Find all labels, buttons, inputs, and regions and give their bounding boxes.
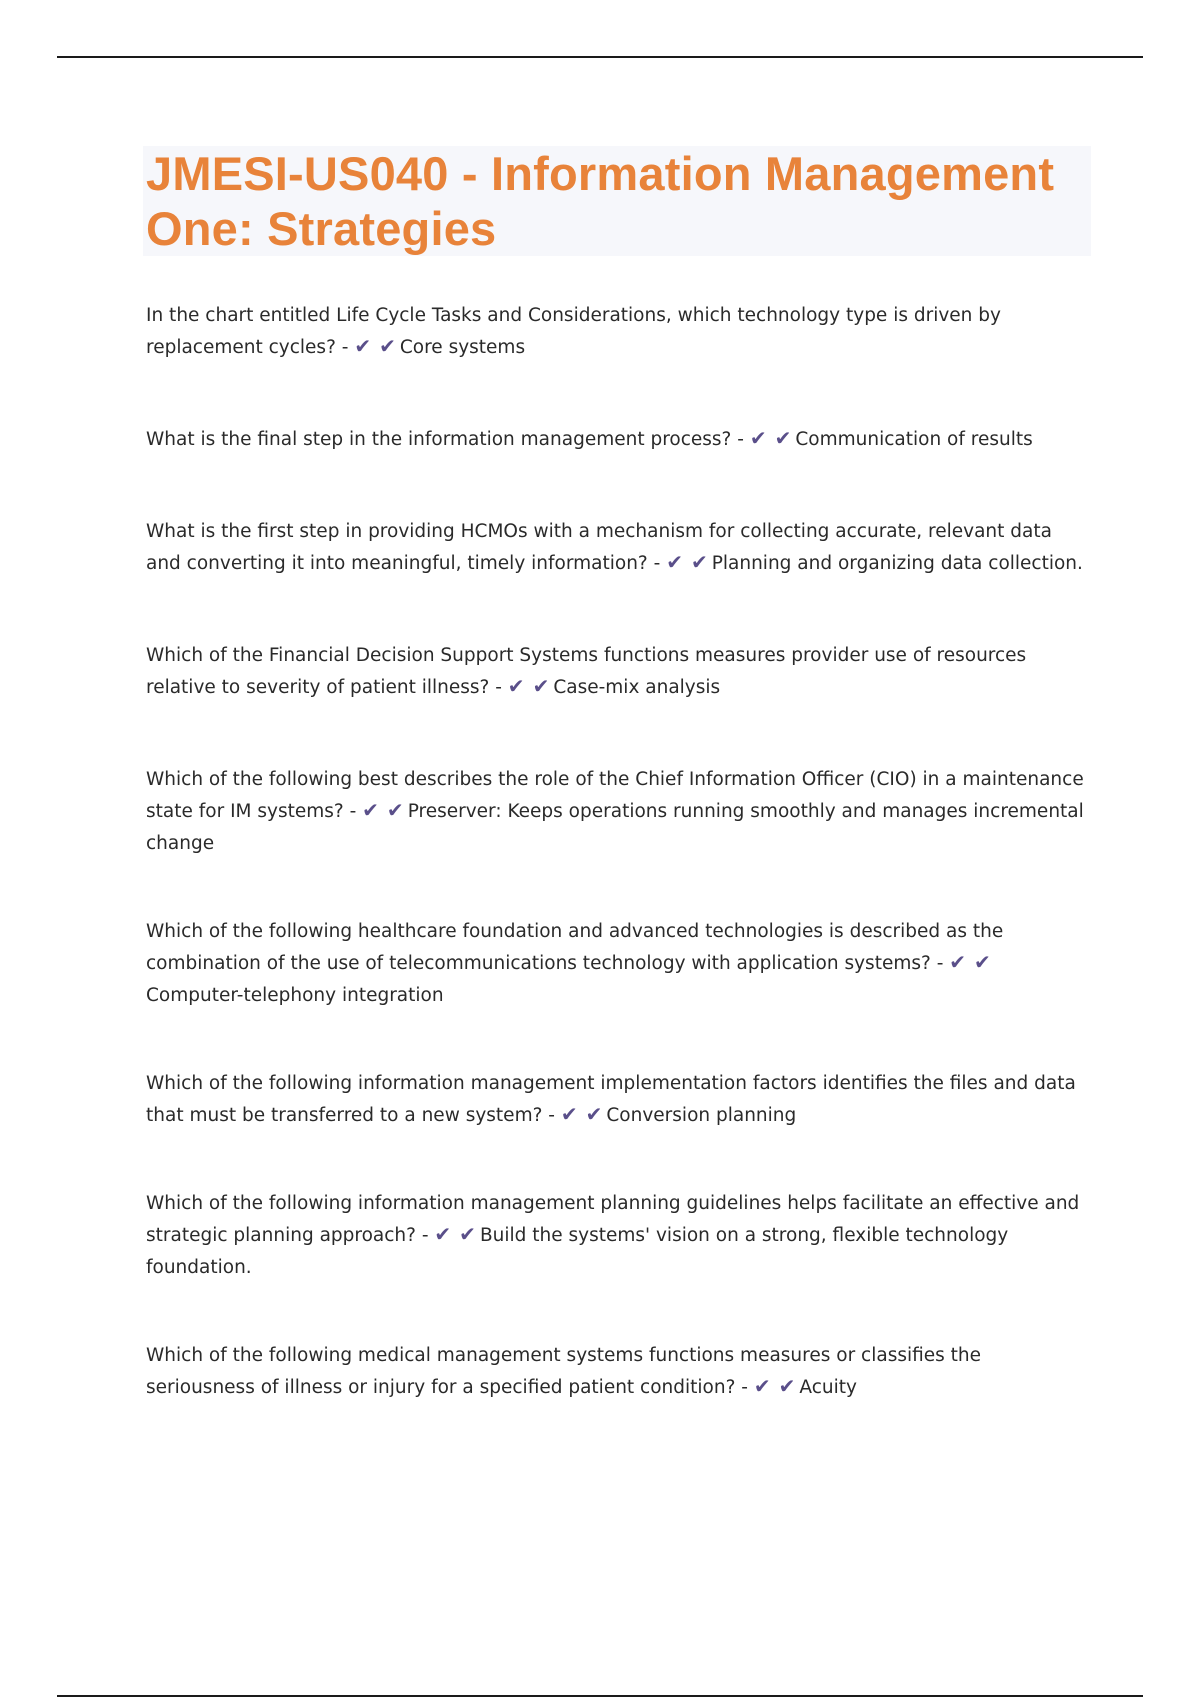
check-icon: ✔ [379, 334, 396, 358]
check-icon: ✔ [354, 334, 372, 358]
qa-list [146, 300, 1091, 1404]
check-icon: ✔ [532, 674, 550, 698]
check-icon: ✔ [749, 426, 767, 450]
document-title: JMESI-US040 - Information Management One: Strategies [146, 147, 1055, 255]
question-text: What is the final step in the information management process? - [146, 429, 744, 450]
answer-text: Conversion planning [606, 1105, 797, 1126]
qa-item [146, 1188, 1091, 1284]
question-text: In the chart entitled Life Cycle Tasks and Considerations, which technology type is driven by replacement cycles? - [146, 305, 1001, 358]
qa-item [146, 516, 1091, 580]
question-text: Which of the Financial Decision Support Systems functions measures provider use of resources relative to severity of patient illness? - [146, 645, 1027, 698]
answer-text: Computer-telephony integration [146, 985, 444, 1006]
qa-item [146, 1340, 1091, 1404]
qa-item [146, 424, 1091, 456]
answer-text: Communication of results [795, 429, 1033, 450]
check-icon: ✔ [459, 1222, 476, 1246]
question-text: What is the first step in providing HCMOs with a mechanism for collecting accurate, relevant data and converting it into meaningful, timely information? - [146, 521, 1052, 574]
check-icon: ✔ [560, 1102, 578, 1126]
check-icon: ✔ [507, 674, 525, 698]
check-icon: ✔ [386, 798, 404, 822]
answer-text: Core systems [399, 337, 526, 358]
qa-item [146, 1068, 1091, 1132]
question-text: Which of the following best describes the role of the Chief Information Officer (CIO) in a maintenance state for IM systems? - [146, 769, 1084, 822]
answer-text: Acuity [799, 1377, 857, 1398]
top-rule [57, 56, 1143, 58]
qa-item [146, 916, 1091, 1012]
answer-text: Build the systems' vision on a strong, flexible technology foundation. [146, 1225, 1009, 1278]
qa-item [146, 764, 1091, 860]
answer-text: Case-mix analysis [553, 677, 721, 698]
check-icon: ✔ [974, 950, 991, 974]
answer-text: Preserver: Keeps operations running smoothly and manages incremental change [146, 801, 1084, 854]
check-icon: ✔ [362, 798, 379, 822]
check-icon: ✔ [753, 1374, 771, 1398]
check-icon: ✔ [666, 550, 683, 574]
qa-item [146, 640, 1091, 704]
check-icon: ✔ [690, 550, 708, 574]
question-text: Which of the following information management implementation factors identifies the files and data that must be transferred to a new system? - [146, 1073, 1076, 1126]
qa-item [146, 300, 1091, 364]
check-icon: ✔ [778, 1374, 796, 1398]
check-icon: ✔ [585, 1102, 603, 1126]
title-block [143, 146, 1091, 256]
bottom-rule [57, 1695, 1143, 1697]
question-text: Which of the following medical management systems functions measures or classifies the seriousness of illness or injury for a specified patient condition? - [146, 1345, 982, 1398]
check-icon: ✔ [774, 426, 792, 450]
check-icon: ✔ [434, 1222, 452, 1246]
answer-text: Planning and organizing data collection. [711, 553, 1083, 574]
question-text: Which of the following information management planning guidelines helps facilitate an effective and strategic planning approach? - [146, 1193, 1080, 1246]
check-icon: ✔ [949, 950, 967, 974]
question-text: Which of the following healthcare foundation and advanced technologies is described as the combination of the use of telecommunications technology with application systems? - [146, 921, 1004, 974]
